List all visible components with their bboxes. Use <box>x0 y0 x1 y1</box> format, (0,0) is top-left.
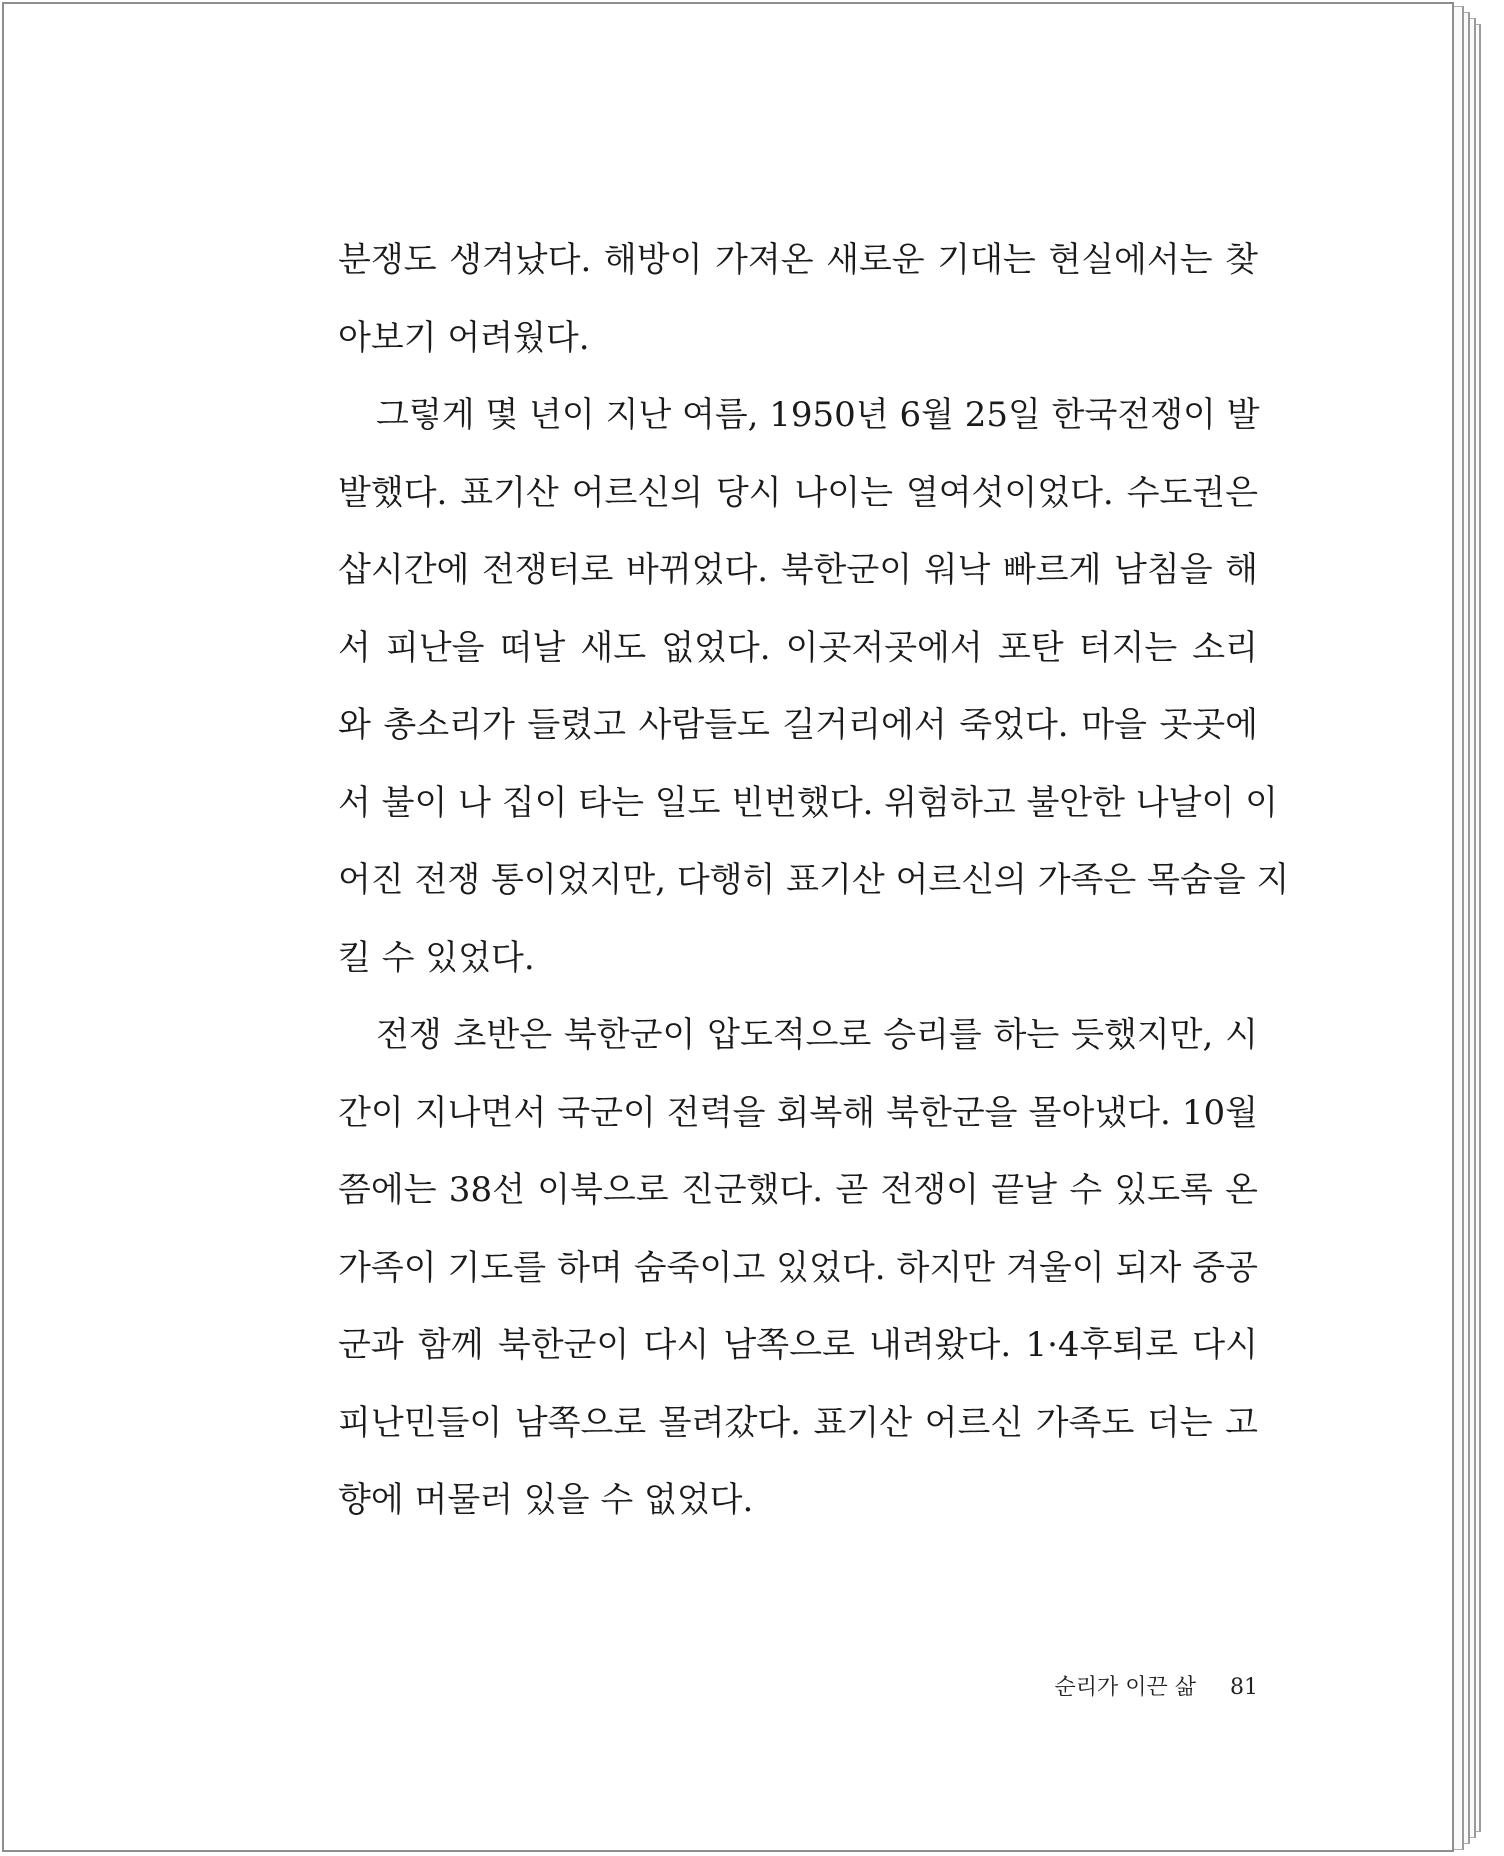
text-line: 삽시간에 전쟁터로 바뀌었다. 북한군이 워낙 빠르게 남침을 해 <box>338 550 1258 590</box>
text-line: 분쟁도 생겨났다. 해방이 가져온 새로운 기대는 현실에서는 찾 <box>338 240 1258 280</box>
text-line: 피난민들이 남쪽으로 몰려갔다. 표기산 어르신 가족도 더는 고 <box>338 1402 1258 1443</box>
text-line: 전쟁 초반은 북한군이 압도적으로 승리를 하는 듯했지만, 시 <box>376 1015 1258 1055</box>
body-text <box>338 222 1290 1540</box>
text-line: 그렇게 몇 년이 지난 여름, 1950년 6월 25일 한국전쟁이 발 <box>376 395 1260 435</box>
text-line: 서 피난을 떠날 새도 없었다. 이곳저곳에서 포탄 터지는 소리 <box>338 627 1258 668</box>
page-edge <box>1454 6 1464 1850</box>
text-line: 가족이 기도를 하며 숨죽이고 있었다. 하지만 겨울이 되자 중공 <box>338 1247 1258 1288</box>
text-line: 발했다. 표기산 어르신의 당시 나이는 열여섯이었다. 수도권은 <box>338 472 1258 513</box>
text-line: 향에 머물러 있을 수 없었다. <box>338 1480 754 1520</box>
running-title: 순리가 이끈 삶 <box>1054 1675 1196 1700</box>
page-footer <box>1055 1670 1259 1701</box>
text-line: 서 불이 나 집이 타는 일도 빈번했다. 위험하고 불안한 나날이 이 <box>338 782 1278 823</box>
text-line: 군과 함께 북한군이 다시 남쪽으로 내려왔다. 1·4후퇴로 다시 <box>338 1325 1258 1365</box>
text-line: 간이 지나면서 국군이 전력을 회복해 북한군을 몰아냈다. 10월 <box>338 1092 1258 1133</box>
text-line: 어진 전쟁 통이었지만, 다행히 표기산 어르신의 가족은 목숨을 지 <box>338 860 1290 900</box>
text-line: 와 총소리가 들렸고 사람들도 길거리에서 죽었다. 마을 곳곳에 <box>338 705 1258 745</box>
text-line: 아보기 어려웠다. <box>338 317 590 358</box>
text-line: 쯤에는 38선 이북으로 진군했다. 곧 전쟁이 끝날 수 있도록 온 <box>338 1170 1258 1210</box>
page-number: 81 <box>1230 1675 1258 1700</box>
text-line: 킬 수 있었다. <box>338 937 535 978</box>
